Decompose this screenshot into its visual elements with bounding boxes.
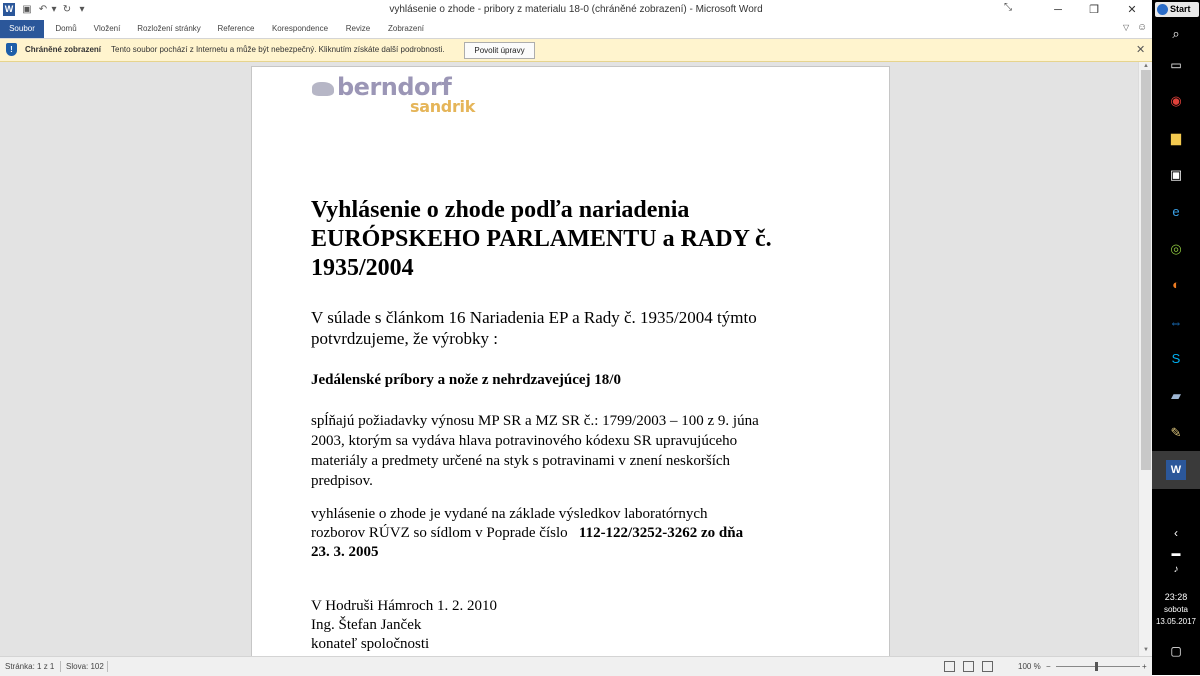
signature-block — [311, 597, 497, 654]
product-name: Jedálenské príbory a nože z nehrdzavejúcej 18/0 — [311, 372, 621, 388]
lab-report-paragraph — [311, 505, 846, 562]
clock-date[interactable]: 13.05.2017 — [1155, 617, 1197, 626]
intro-paragraph — [311, 307, 846, 349]
feedback-smiley-icon[interactable]: ☺ — [1137, 22, 1148, 33]
vertical-scrollbar[interactable] — [1138, 62, 1153, 656]
zoom-slider[interactable] — [1056, 666, 1140, 667]
tab-layout[interactable]: Rozložení stránky — [137, 24, 201, 33]
close-button[interactable]: ✕ — [1127, 4, 1137, 16]
status-bar — [0, 656, 1152, 676]
paragraph-line: 2003, ktorým sa vydáva hlava potravinového kódexu SR upravujúceho — [311, 433, 738, 449]
clock-day[interactable]: sobota — [1163, 605, 1189, 614]
divider — [107, 661, 108, 672]
chevron-down-icon[interactable]: ▽ — [1123, 23, 1130, 32]
app-tablet-icon[interactable]: ▰ — [1171, 388, 1181, 403]
tab-mailings[interactable]: Korespondence — [271, 24, 329, 33]
windows-logo-icon — [1157, 4, 1168, 15]
enable-editing-button[interactable]: Povolit úpravy — [464, 42, 535, 59]
paragraph-line: vyhlásenie o zhode je vydané na základe výsledkov laboratórnych — [311, 506, 708, 522]
word-count[interactable]: Slova: 102 — [66, 662, 104, 671]
print-layout-icon[interactable] — [963, 661, 974, 672]
task-view-icon[interactable]: ▭ — [1170, 58, 1182, 72]
page-count[interactable]: Stránka: 1 z 1 — [5, 662, 55, 671]
tab-insert[interactable]: Vložení — [93, 24, 121, 33]
battery-icon[interactable]: ▬ — [1171, 548, 1181, 558]
protected-view-bar — [0, 39, 1152, 62]
report-date: 23. 3. 2005 — [311, 544, 379, 560]
minimize-button[interactable]: ─ — [1054, 4, 1062, 16]
store-icon[interactable]: ▣ — [1169, 167, 1183, 182]
divider — [60, 661, 61, 672]
logo-text-berndorf: berndorf — [337, 73, 452, 101]
shield-icon: ! — [6, 43, 17, 56]
customize-qat-icon[interactable]: ▾ — [79, 4, 85, 15]
chevron-left-icon[interactable]: ‹ — [1174, 526, 1178, 540]
zoom-in-button[interactable]: + — [1142, 662, 1147, 671]
paragraph-line — [311, 543, 846, 562]
intro-line: V súlade s článkom 16 Nariadenia EP a Rady č. 1935/2004 týmto — [311, 308, 757, 327]
paragraph-line: spĺňajú požiadavky výnosu MP SR a MZ SR č.: 1799/2003 – 100 z 9. júna — [311, 413, 759, 429]
protected-view-label: Chráněné zobrazení — [25, 45, 102, 54]
paragraph-line: predpisov. — [311, 473, 373, 489]
zoom-slider-thumb[interactable] — [1095, 662, 1098, 671]
title-line: Vyhlásenie o zhode podľa nariadenia — [311, 197, 690, 223]
document-page[interactable] — [251, 66, 890, 656]
berndorf-logo — [310, 73, 510, 117]
word-icon[interactable]: W — [1166, 460, 1186, 480]
document-title — [311, 196, 841, 283]
window-title: vyhlásenie o zhode - pribory z materialu 18-0 (chráněné zobrazení) - Microsoft Word — [389, 4, 763, 15]
teamviewer-icon[interactable]: ⇔ — [1169, 315, 1183, 330]
tab-file[interactable]: Soubor — [0, 20, 44, 38]
zoom-out-button[interactable]: − — [1046, 662, 1051, 671]
restore-button[interactable]: ❐ — [1089, 4, 1099, 16]
undo-dropdown-icon[interactable]: ▾ — [51, 4, 57, 15]
app-w-icon[interactable]: ◎ — [1170, 241, 1182, 256]
tab-review[interactable]: Revize — [345, 24, 371, 33]
intro-line: potvrdzujeme, že výrobky : — [311, 329, 498, 348]
redo-icon[interactable]: ↻ — [62, 4, 72, 15]
paragraph-line — [311, 524, 846, 543]
start-button[interactable] — [1155, 2, 1199, 17]
file-explorer-icon[interactable]: ▆ — [1171, 130, 1181, 145]
search-icon[interactable]: ⌕ — [1172, 26, 1180, 41]
tab-home[interactable]: Domů — [55, 24, 77, 33]
clock-time[interactable]: 23:28 — [1164, 592, 1188, 602]
logo-text-sandrik: sandrik — [410, 97, 476, 116]
paragraph-line: materiály a predmety určené na styk s potravinami v znení neskorších — [311, 453, 731, 469]
paragraph-text: rozborov RÚVZ so sídlom v Poprade číslo — [311, 525, 579, 541]
close-icon[interactable]: ✕ — [1136, 44, 1146, 56]
report-number: 112-122/3252-3262 zo dňa — [578, 525, 744, 541]
compliance-paragraph — [311, 411, 846, 491]
skype-icon[interactable]: S — [1171, 351, 1181, 366]
protected-view-message[interactable]: Tento soubor pochází z Internetu a může být nebezpečný. Kliknutím získáte další podrobnosti. — [111, 45, 445, 54]
action-center-icon[interactable]: ▢ — [1170, 644, 1182, 658]
title-line: EURÓPSKEHO PARLAMENTU a RADY č. — [311, 226, 772, 252]
word-app-icon[interactable]: W — [4, 4, 14, 14]
chrome-icon[interactable]: ◉ — [1170, 93, 1182, 108]
place-date: V Hodruši Hámroch 1. 2. 2010 — [311, 598, 497, 614]
start-label: Start — [1170, 4, 1191, 14]
ribbon-tabs — [0, 20, 1152, 39]
ribbon-display-options-icon[interactable]: ⤡ — [1004, 2, 1012, 13]
firefox-icon[interactable]: ◐ — [1172, 277, 1180, 292]
internet-explorer-icon[interactable]: e — [1172, 204, 1180, 219]
title-line: 1935/2004 — [311, 255, 414, 281]
undo-icon[interactable]: ↶ — [38, 4, 48, 15]
read-mode-icon[interactable] — [944, 661, 955, 672]
scroll-down-icon[interactable]: ▼ — [1143, 647, 1149, 653]
save-icon[interactable]: ▣ — [22, 4, 32, 15]
volume-icon[interactable]: ♪ — [1173, 564, 1179, 575]
scrollbar-thumb[interactable] — [1141, 70, 1151, 470]
web-layout-icon[interactable] — [982, 661, 993, 672]
windows-taskbar — [1152, 0, 1200, 675]
bear-logo-icon — [312, 82, 334, 96]
signatory-role: konateľ spoločnosti — [311, 636, 430, 652]
scroll-up-icon[interactable]: ▲ — [1143, 63, 1149, 69]
document-area[interactable] — [0, 62, 1138, 656]
zoom-level[interactable]: 100 % — [1018, 662, 1041, 671]
paint-icon[interactable]: ✎ — [1170, 425, 1182, 440]
signatory-name: Ing. Štefan Janček — [311, 617, 422, 633]
title-bar — [0, 0, 1152, 20]
tab-view[interactable]: Zobrazení — [387, 24, 425, 33]
tab-references[interactable]: Reference — [217, 24, 255, 33]
